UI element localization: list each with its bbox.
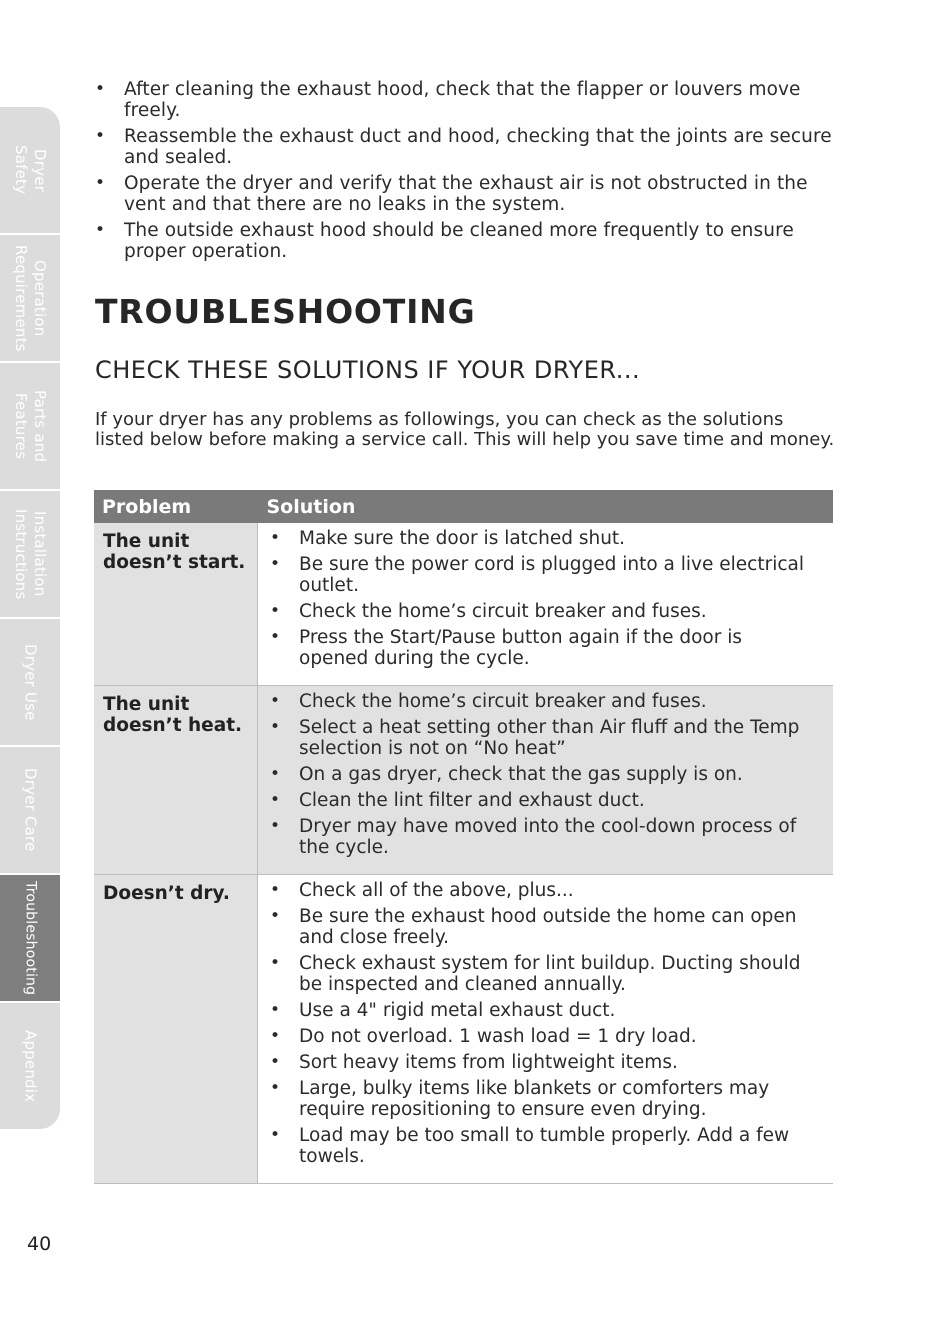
solution-text: Large, bulky items like blankets or comforters may require repositioning to ensure even drying. [299, 1078, 770, 1120]
list-item [270, 528, 813, 549]
page-title: TROUBLESHOOTING [95, 292, 476, 331]
bullet-icon: • [270, 1078, 281, 1098]
problem-column-header: Problem [94, 490, 258, 523]
page-number: 40 [27, 1233, 52, 1255]
list-item [270, 1052, 813, 1073]
tab-label: Operation Requirements [12, 244, 49, 352]
bullet-icon: • [270, 880, 281, 900]
bullet-icon: • [270, 601, 281, 621]
table-row [94, 686, 833, 875]
solution-column-header: Solution [258, 490, 834, 523]
list-item [270, 627, 813, 669]
solution-text: Clean the lint filter and exhaust duct. [299, 790, 645, 811]
solution-cell [258, 875, 834, 1184]
tab-label: Appendix [21, 1029, 40, 1103]
list-item [95, 173, 845, 215]
list-item [270, 1026, 813, 1047]
bullet-icon: • [270, 1052, 281, 1072]
list-item [95, 220, 845, 262]
bullet-icon: • [270, 1026, 281, 1046]
solution-text: Make sure the door is latched shut. [299, 528, 626, 549]
solution-text: Select a heat setting other than Air fluff and the Temp selection is not on “No heat” [299, 717, 800, 759]
bullet-text: After cleaning the exhaust hood, check that the flapper or louvers move freely. [124, 79, 801, 121]
tab-label: Troubleshooting [22, 880, 39, 996]
bullet-icon: • [270, 691, 281, 711]
bullet-icon: • [270, 627, 281, 647]
solution-text: Check the home’s circuit breaker and fuses. [299, 691, 707, 712]
tab-troubleshooting[interactable] [0, 875, 60, 1003]
bullet-icon: • [270, 906, 281, 926]
list-item [270, 816, 813, 858]
solution-text: Be sure the exhaust hood outside the home can open and close freely. [299, 906, 797, 948]
problem-cell: Doesn’t dry. [94, 875, 258, 1184]
bullet-icon: • [95, 126, 106, 146]
solution-list [258, 523, 833, 680]
solution-text: Dryer may have moved into the cool-down process of the cycle. [299, 816, 797, 858]
solution-cell [258, 523, 834, 686]
bullet-icon: • [270, 816, 281, 836]
tab-installation-instructions[interactable] [0, 491, 60, 619]
solution-list [258, 875, 833, 1178]
list-item [270, 1125, 813, 1167]
tab-operation-requirements[interactable] [0, 235, 60, 363]
list-item [95, 79, 845, 121]
solution-text: Check all of the above, plus... [299, 880, 574, 901]
table-row [94, 875, 833, 1184]
bullet-text: The outside exhaust hood should be cleaned more frequently to ensure proper operation. [124, 220, 794, 262]
tab-dryer-use[interactable] [0, 619, 60, 747]
solution-cell [258, 686, 834, 875]
list-item [270, 601, 813, 622]
bullet-icon: • [270, 790, 281, 810]
list-item [270, 717, 813, 759]
tab-parts-and-features[interactable] [0, 363, 60, 491]
list-item [270, 1078, 813, 1120]
solution-text: Check the home’s circuit breaker and fuses. [299, 601, 707, 622]
bullet-icon: • [95, 220, 106, 240]
list-item [270, 764, 813, 785]
solution-text: On a gas dryer, check that the gas supply is on. [299, 764, 743, 785]
bullet-icon: • [270, 554, 281, 574]
intro-paragraph: If your dryer has any problems as followings, you can check as the solutions listed below before making a service call. This will help you save time and money. [95, 409, 835, 450]
tab-label: Installation Instructions [12, 508, 49, 600]
bullet-icon: • [270, 1000, 281, 1020]
troubleshooting-table [94, 490, 833, 1184]
section-subtitle: CHECK THESE SOLUTIONS IF YOUR DRYER... [95, 356, 641, 384]
solution-text: Be sure the power cord is plugged into a live electrical outlet. [299, 554, 804, 596]
bullet-text: Reassemble the exhaust duct and hood, checking that the joints are secure and sealed. [124, 126, 832, 168]
problem-cell: The unit doesn’t heat. [94, 686, 258, 875]
list-item [270, 953, 813, 995]
problem-cell: The unit doesn’t start. [94, 523, 258, 686]
table-header-row [94, 490, 833, 523]
bullet-icon: • [270, 764, 281, 784]
bullet-icon: • [270, 953, 281, 973]
solution-text: Use a 4" rigid metal exhaust duct. [299, 1000, 616, 1021]
solution-text: Sort heavy items from lightweight items. [299, 1052, 678, 1073]
tab-appendix[interactable] [0, 1003, 60, 1129]
list-item [270, 554, 813, 596]
list-item [270, 880, 813, 901]
tab-dryer-care[interactable] [0, 747, 60, 875]
list-item [270, 691, 813, 712]
tab-label: Parts and Features [12, 389, 49, 463]
bullet-text: Operate the dryer and verify that the exhaust air is not obstructed in the vent and that there are no leaks in the system. [124, 173, 808, 215]
bullet-icon: • [270, 717, 281, 737]
tab-label: Dryer Safety [12, 145, 49, 195]
table-row [94, 523, 833, 686]
solution-text: Check exhaust system for lint buildup. Ducting should be inspected and cleaned annually. [299, 953, 801, 995]
tab-dryer-safety[interactable] [0, 107, 60, 235]
bullet-icon: • [95, 79, 106, 99]
list-item [270, 1000, 813, 1021]
tab-label: Dryer Care [21, 768, 40, 852]
list-item [270, 906, 813, 948]
list-item [270, 790, 813, 811]
solution-text: Press the Start/Pause button again if the door is opened during the cycle. [299, 627, 743, 669]
exhaust-hood-bullets [95, 79, 845, 267]
solution-list [258, 686, 833, 869]
tab-label: Dryer Use [21, 643, 40, 721]
bullet-icon: • [95, 173, 106, 193]
solution-text: Load may be too small to tumble properly. Add a few towels. [299, 1125, 790, 1167]
bullet-icon: • [270, 528, 281, 548]
solution-text: Do not overload. 1 wash load = 1 dry load. [299, 1026, 697, 1047]
bullet-icon: • [270, 1125, 281, 1145]
list-item [95, 126, 845, 168]
